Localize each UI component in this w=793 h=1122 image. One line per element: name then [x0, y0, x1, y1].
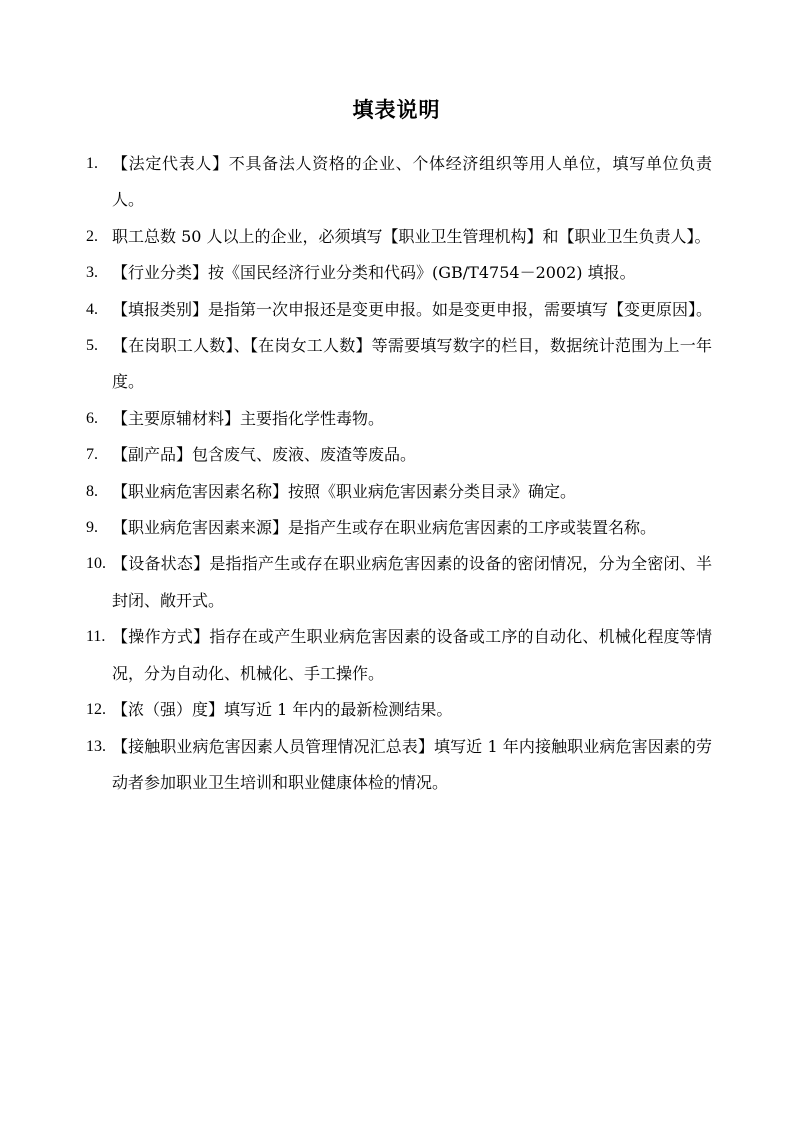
item-number: 5.	[86, 337, 98, 355]
item-text: 【职业病危害因素来源】是指产生或存在职业病危害因素的工序或装置名称。	[112, 518, 657, 538]
item-text: 【操作方式】指存在或产生职业病危害因素的设备或工序的自动化、机械化程度等情况，分为自动化、机械化、手工操作。	[112, 627, 712, 683]
instructions-list	[86, 146, 712, 801]
item-number: 3.	[86, 264, 98, 282]
list-item	[86, 255, 712, 291]
list-item	[86, 146, 712, 219]
item-number: 7.	[86, 446, 98, 464]
item-number: 6.	[86, 409, 98, 427]
item-number: 2.	[86, 227, 98, 245]
item-number: 1.	[86, 155, 98, 172]
list-item	[86, 474, 712, 510]
item-text: 【副产品】包含废气、废液、废渣等废品。	[112, 445, 417, 465]
item-text: 【在岗职工人数】、【在岗女工人数】等需要填写数字的栏目，数据统计范围为上一年度。	[112, 336, 712, 392]
item-text: 【接触职业病危害因素人员管理情况汇总表】填写近 1 年内接触职业病危害因素的劳动者参加职业卫生培训和职业健康体检的情况。	[112, 736, 712, 792]
item-text: 职工总数 50 人以上的企业，必须填写【职业卫生管理机构】和【职业卫生负责人】。	[112, 226, 711, 246]
item-text: 【浓（强）度】填写近 1 年内的最新检测结果。	[112, 700, 453, 720]
list-item	[86, 328, 712, 401]
list-item	[86, 219, 712, 255]
list-item	[86, 729, 712, 802]
item-number: 10.	[86, 555, 106, 573]
page-title: 填表说明	[352, 98, 441, 122]
item-number: 9.	[86, 519, 98, 537]
list-item	[86, 437, 712, 473]
item-text: 【填报类别】是指第一次申报还是变更申报。如是变更申报，需要填写【变更原因】。	[112, 299, 713, 319]
item-text: 【职业病危害因素名称】按照《职业病危害因素分类目录》确定。	[112, 481, 577, 501]
list-item	[86, 546, 712, 619]
item-number: 13.	[86, 737, 106, 755]
item-number: 12.	[86, 701, 106, 719]
list-item	[86, 510, 712, 546]
item-number: 11.	[86, 628, 106, 646]
item-text: 【设备状态】是指指产生或存在职业病危害因素的设备的密闭情况，分为全密闭、半封闭、敞开式。	[112, 554, 712, 610]
item-number: 4.	[86, 300, 98, 318]
item-text: 【主要原辅材料】主要指化学性毒物。	[112, 408, 385, 428]
list-item	[86, 619, 712, 692]
item-number: 8.	[86, 482, 98, 500]
item-text: 【法定代表人】不具备法人资格的企业、个体经济组织等用人单位，填写单位负责人。	[112, 154, 712, 210]
list-item	[86, 401, 712, 437]
list-item	[86, 692, 712, 728]
list-item	[86, 292, 712, 328]
item-text: 【行业分类】按《国民经济行业分类和代码》(GB/T4754－2002) 填报。	[112, 263, 636, 283]
